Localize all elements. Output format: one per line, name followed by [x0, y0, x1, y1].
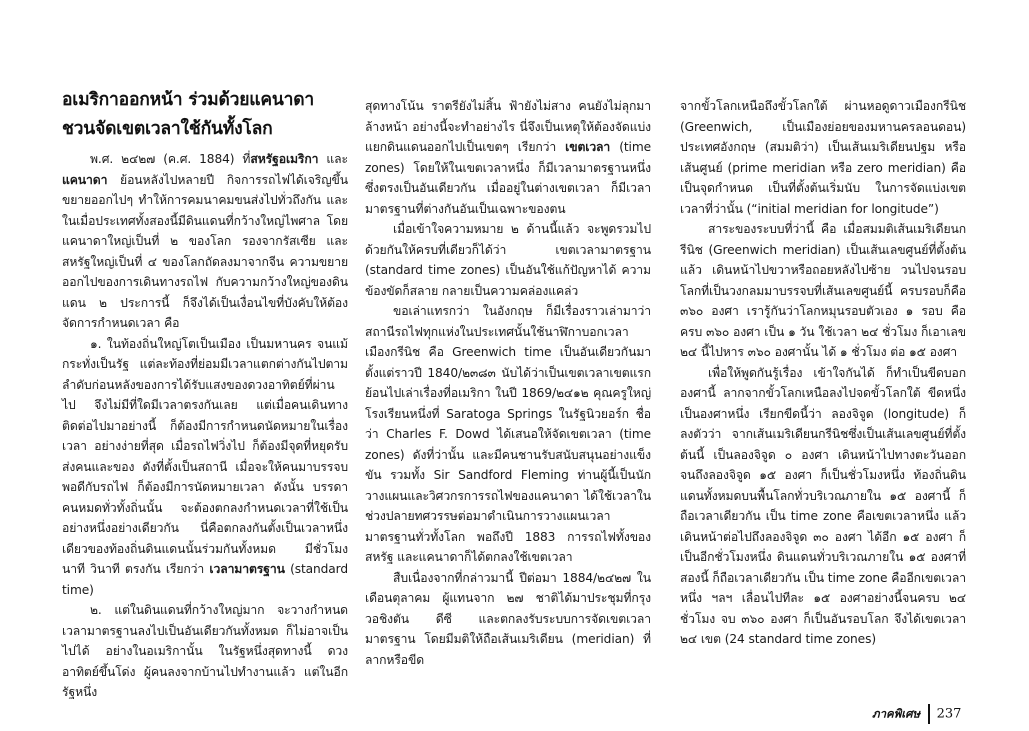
paragraph: ๒. แต่ในดินแดนที่กว้างใหญ่มาก จะวางกำหนดเวลามาตรฐานลงไปเป็นอันเดียวกันทั้งหมด ก็ไม่อาจเป็นไปได้ อย่างในอเมริกานั้น ในรัฐหนึ่งสุดทางนี้ ดวงอาทิตย์ขึ้นโด่ง ผู้คนลงจากบ้านไปทำงานแล้ว แต่ในอีกรัฐหนึ่ง [62, 603, 348, 699]
bold-term-usa: สหรัฐอเมริกา [250, 152, 319, 166]
paragraph: เมื่อเข้าใจความหมาย ๒ ด้านนี้แล้ว จะพูดรวมไปด้วยกันให้ครบที่เดียวก็ได้ว่า เขตเวลามาตรฐาน (standard time zones) เป็นอันใช้แก้ปัญหาได้ ความข้องขัดก็สลาย กลายเป็นความคล่องแคล่ว [365, 222, 651, 298]
text-run: (time zones) โดยให้ในเขตเวลาหนึ่ง ก็มีเวลามาตรฐานหนึ่ง ซึ่งตรงเป็นอันเดียวกัน เมื่ออยู่ในต่างเขตเวลา ก็มีเวลามาตรฐานที่ต่างกันอันเป็นเฉพาะของตน [365, 140, 651, 216]
text-run: สุดทางโน้น ราตรียังไม่สิ้น ฟ้ายังไม่สาง คนยังไม่ลุกมาล้างหน้า อย่างนี้จะทำอย่างไร นี่จึงเป็นเหตุให้ต้องจัดแบ่งแยกดินแดนออกไปเป็นเขตๆ เรียกว่า [365, 99, 651, 154]
text-column-3 [680, 96, 966, 650]
paragraph: สืบเนื่องจากที่กล่าวมานี้ ปีต่อมา 1884/๒๔๒๗ ในเดือนตุลาคม ผู้แทนจาก ๒๗ ชาติได้มาประชุมที่กรุงวอชิงตัน ดีซี และตกลงรับระบบการจัดเขตเวลามาตรฐาน โดยมีมติให้ถือเส้นเมริเดียน (meridian) ที่ลากหรือขีด [365, 570, 651, 667]
heading-line-1: อเมริกาออกหน้า ร่วมด้วยแคนาดา [62, 90, 315, 110]
paragraph [365, 96, 651, 219]
section-heading [62, 86, 348, 144]
heading-line-2: ชวนจัดเขตเวลาใช้กันทั้งโลก [62, 119, 273, 139]
text-run: (standard time) [62, 562, 348, 597]
text-run: พ.ศ. ๒๔๒๗ (ค.ศ. 1884) ที่ [90, 152, 251, 166]
page-number: 237 [936, 706, 962, 722]
text-run: และ [318, 152, 348, 166]
text-run: ย้อนหลังไปหลายปี กิจการรถไฟได้เจริญขึ้น ขยายออกไปๆ ทำให้การคมนาคมขนส่งไปทั่วถึงกัน และในเมื่อประเทศทั้งสองนี้มีดินแดนที่กว้างใหญ่ไพศาล โดยแคนาดาใหญ่เป็นที่ ๒ ของโลก รองจากรัสเซีย และสหรัฐใหญ่เป็นที่ ๔ ของโลกถัดลงมาจากจีน ความขยายออกไปของการเดินทางรถไฟ กับความกว้างใหญ่ของดินแดน ๒ ประการนี้ ก็จึงได้เป็นเงื่อนไขที่บังคับให้ต้องจัดการกำหนดเวลา คือ [62, 172, 348, 330]
paragraph [62, 334, 348, 601]
bold-term-time-zones: เขตเวลา [565, 140, 611, 154]
paragraph: เพื่อให้พูดกันรู้เรื่อง เข้าใจกันได้ ก็ทำเป็นขีดบอกองศานี้ ลากจากขั้วโลกเหนือลงไปจดขั้วโลกใต้ ขีดหนึ่งเป็นองศาหนึ่ง เรียกขีดนี้ว่า ลองจิจูด (longitude) ก็ลงตัวว่า จากเส้นเมริเดียนกรีนิชซึ่งเป็นเส้นเลขศูนย์ที่ตั้งต้นนี้ เป็นลองจิจูด ๐ องศา เดินหน้าไปทางตะวันออกจนถึงลองจิจูด ๑๕ องศา ก็เป็นชั่วโมงหนึ่ง ท้องถิ่นดินแดนทั้งหมดบนพื้นโลกทั่วบริเวณภายใน ๑๕ องศานี้ ก็ถือเวลาเดียวกัน เป็น time zone คือเขตเวลาหนึ่ง แล้วเดินหน้าต่อไปถึงลองจิจูด ๓๐ องศา ได้อีก ๑๕ องศา ก็เป็นอีกชั่วโมงหนึ่ง ดินแดนทั่วบริเวณภายใน ๑๕ องศาที่สองนี้ ก็ถือเวลาเดียวกัน เป็น time zone คืออีกเขตเวลาหนึ่ง ฯลฯ เลื่อนไปทีละ ๑๕ องศาอย่างนี้จนครบ ๒๔ ชั่วโมง จบ ๓๖๐ องศา ก็เป็นอันรอบโลก จึงได้เขตเวลา ๒๔ เขต (24 standard time zones) [680, 365, 966, 646]
page-footer [872, 704, 961, 724]
bold-term-standard-time: เวลามาตรฐาน [209, 562, 285, 576]
text-column-2 [365, 96, 651, 670]
footer-divider [928, 704, 930, 724]
paragraph: สาระของระบบที่ว่านี้ คือ เมื่อสมมติเส้นเมริเดียนกรีนิช (Greenwich meridian) เป็นเส้นเลขศูนย์ที่ตั้งต้นแล้ว เดินหน้าไปขวาหรือถอยหลังไปซ้าย วนไปจนรอบโลกที่เป็นวงกลมมาบรรจบที่เส้นเลขศูนย์นี้ ครบรอบก็คือ ๓๖๐ องศา เรารู้กันว่าโลกหมุนรอบตัวเอง ๑ รอบ คือครบ ๓๖๐ องศา เป็น ๑ วัน ใช้เวลา ๒๔ ชั่วโมง ก็เอาเลข ๒๔ นี้ไปหาร ๓๖๐ องศานั้น ได้ ๑ ชั่วโมง ต่อ ๑๕ องศา [680, 222, 966, 359]
section-label: ภาคพิเศษ [872, 706, 921, 721]
paragraph [62, 149, 348, 334]
text-column-1 [62, 86, 348, 703]
bold-term-canada: แคนาดา [62, 172, 108, 187]
paragraph: ขอเล่าแทรกว่า ในอังกฤษ ก็มีเรื่องราวเล่ามาว่าสถานีรถไฟทุกแห่งในประเทศนั้นใช้นาฬิกาบอกเวลาเมืองกรีนิช คือ Greenwich time เป็นอันเดียวกันมาตั้งแต่ราวปี 1840/๒๓๘๓ นับได้ว่าเป็นเขตเวลาเขตแรก ย้อนไปเล่าเรื่องที่อเมริกา ในปี 1869/๒๔๑๒ คุณครูใหญ่โรงเรียนหนึ่งที่ Saratoga Springs ในรัฐนิวยอร์ก ชื่อว่า Charles F. Dowd ได้เสนอให้จัดเขตเวลา (time zones) ดังที่ว่านั้น และมีคนชานรับสนับสนุนอย่างแข็งขัน รวมทั้ง Sir Sandford Fleming ท่านผู้นี้เป็นนักวางแผนและวิศวกรการรถไฟของแคนาดา ได้ใช้เวลาในช่วงปลายทศวรรษต่อมาดำเนินการวางแผนเวลามาตรฐานทั่วทั้งโลก พอถึงปี 1883 การรถไฟทั้งของสหรัฐ และแคนาดาก็ได้ตกลงใช้เขตเวลา [365, 304, 651, 564]
paragraph: จากขั้วโลกเหนือถึงขั้วโลกใต้ ผ่านหอดูดาวเมืองกรีนิช (Greenwich, เป็นเมืองย่อยของมหานครลอนดอน) ประเทศอังกฤษ (สมมติว่า) เป็นเส้นเมริเดียนปฐม หรือเส้นศูนย์ (prime meridian หรือ zero meridian) คือเป็นจุดกำหนด เป็นที่ตั้งต้นเริ่มนับ ในการจัดแบ่งเขตเวลาที่ว่านั้น (“initial meridian for longitude”) [680, 99, 966, 216]
text-run: ๑. ในท้องถิ่นใหญ่โตเป็นเมือง เป็นมหานคร จนแม้กระทั่งเป็นรัฐ แต่ละท้องที่ย่อมมีเวลาแตกต่างกันไปตามลำดับก่อนหลังของการได้รับแสงของดวงอาทิตย์ที่ผ่านไป จึงไม่มีที่ใดมีเวลาตรงกันเลย แต่เมื่อคนเดินทางติดต่อไปมาอย่างนี้ ก็ต้องมีการกำหนดนัดหมายในเรื่องเวลา อย่างง่ายที่สุด เมื่อรถไฟวิ่งไป ก็ต้องมีจุดที่หยุดรับส่งคนและของ ดังที่ตั้งเป็นสถานี เมื่อจะให้คนมาบรรจบพอดีกับรถไฟ ก็ต้องมีการนัดหมายเวลา ดังนั้น บรรดาคนหมดทั่วทั้งถิ่นนั้น จะต้องตกลงกำหนดเวลาที่ใช้เป็นอย่างหนึ่งอย่างเดียวกัน นี่คือตกลงกันตั้งเป็นเวลาหนึ่งเดียวของท้องถิ่นดินแดนนั้นร่วมกันทั้งหมด มีชั่วโมง นาที วินาที ตรงกัน เรียกว่า [62, 336, 348, 576]
